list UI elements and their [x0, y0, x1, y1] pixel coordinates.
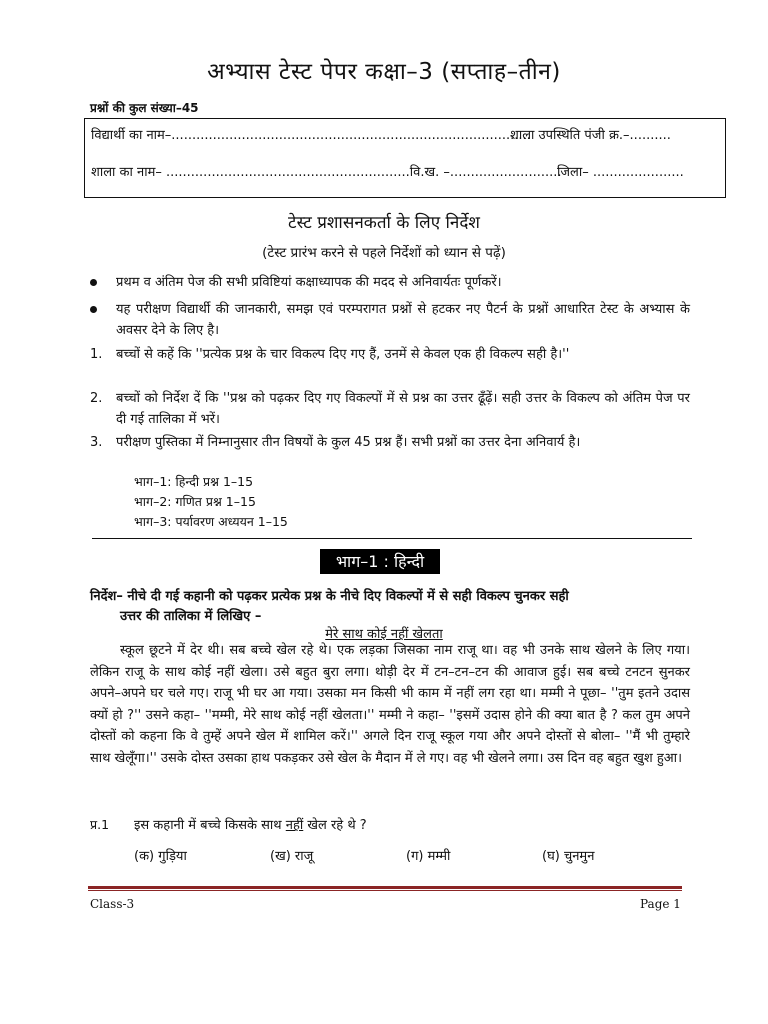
school-name-field[interactable]: शाला का नाम– ...........................................................वि.ख. –...........................	[91, 165, 562, 180]
instruction-text: यह परीक्षण विद्यार्थी की जानकारी, समझ एवं परम्परागत प्रश्नों से हटकर नए पैटर्न के प्रश्नों आधारित टेस्ट के अभ्यास के अवसर देने के लिए है।	[116, 302, 690, 338]
footer-rule-thick	[88, 886, 682, 889]
footer-rule-thin	[88, 890, 682, 891]
student-info-box	[84, 118, 726, 198]
story-title: मेरे साथ कोई नहीं खेलता	[325, 627, 443, 642]
part-maths: भाग–2: गणित प्रश्न 1–15	[134, 494, 256, 509]
footer-page-number: Page 1	[640, 897, 681, 911]
part-hindi: भाग–1: हिन्दी प्रश्न 1–15	[134, 474, 254, 489]
info-row-2-right	[557, 162, 684, 180]
instruction-number: 1.	[90, 347, 103, 362]
bullet-icon	[90, 306, 97, 313]
direction-line-1: निर्देश– नीचे दी गई कहानी को पढ़कर प्रत्येक प्रश्न के नीचे दिए विकल्पों में से सही विकल्प चुनकर सही	[90, 589, 569, 604]
instruction-text: प्रथम व अंतिम पेज की सभी प्रविष्टियां कक्षाध्यापक की मदद से अनिवार्यतः पूर्णकरें।	[116, 275, 502, 290]
direction-line-2: उत्तर की तालिका में लिखिए –	[120, 609, 262, 624]
question-emphasis: नहीं	[285, 818, 304, 833]
divider	[92, 538, 692, 539]
page-title: अभ्यास टेस्ट पेपर कक्षा–3 (सप्ताह–तीन)	[207, 59, 561, 85]
instruction-number: 3.	[90, 435, 103, 450]
instruction-text: बच्चों को निर्देश दें कि ''प्रश्न को पढ़कर दिए गए विकल्पों में से प्रश्न का उत्तर ढूँढ़ें। सही उत्तर के विकल्प को अंतिम पेज पर दी गई तालिका में भरें।	[116, 391, 690, 427]
section-label: भाग–1 : हिन्दी	[320, 549, 440, 574]
section-direction	[90, 587, 690, 627]
instruction-text: परीक्षण पुस्तिका में निम्नानुसार तीन विषयों के कुल 45 प्रश्न हैं। सभी प्रश्नों का उत्तर देना अनिवार्य है।	[116, 435, 581, 450]
question-text: इस कहानी में बच्चे किसके साथ नहीं खेल रहे थे ?	[134, 818, 367, 833]
option-b[interactable]: (ख) राजू	[270, 849, 314, 864]
register-number-field[interactable]: शाला उपस्थिति पंजी क्र.–..........	[510, 128, 671, 143]
bullet-icon	[90, 279, 97, 286]
part-evs: भाग–3: पर्यावरण अध्ययन 1–15	[134, 514, 288, 529]
question-count: प्रश्नों की कुल संख्या–45	[90, 101, 199, 115]
footer-class: Class-3	[90, 897, 135, 911]
instruction-text: बच्चों से कहें कि ''प्रत्येक प्रश्न के चार विकल्प दिए गए हैं, उनमें से केवल एक ही विकल्प सही है।''	[116, 347, 570, 362]
info-row-1-right	[510, 125, 671, 143]
story-text: स्कूल छूटने में देर थी। सब बच्चे खेल रहे थे। एक लड़का जिसका नाम राजू था। वह भी उनके साथ खेलने के लिए गया। लेकिन राजू के साथ कोई नहीं खेला। उसे बहुत बुरा लगा। थोड़ी देर में टन–टन–टन की आवाज हुई। सब बच्चे टनटन सुनकर अपने–अपने घर चले गए। राजू भी घर आ गया। उसका मन किसी भी काम में नहीं लग रहा था। मम्मी ने पूछा– ''तुम इतने उदास क्यों हो ?'' उसने कहा– ''मम्मी, मेरे साथ कोई नहीं खेलता।'' मम्मी ने कहा– ''इसमें उदास होने की क्या बात है ? कल तुम अपने दोस्तों को कहना कि वे तुम्हें अपने खेल में शामिल करें।'' अगले दिन राजू स्कूल गया और अपने दोस्तों से बोला– ''मैं भी तुम्हारे साथ खेलूँगा।'' उसके दोस्त उसका हाथ पकड़कर उसे खेल के मैदान में ले गए। वह भी खेलने लगा। उस दिन वह बहुत खुश हुआ।	[90, 643, 690, 766]
info-row-2	[91, 162, 562, 180]
student-name-field[interactable]: विद्यार्थी का नाम–.......................................................................................	[91, 128, 531, 143]
district-field[interactable]: जिला– ......................	[557, 165, 684, 180]
option-c[interactable]: (ग) मम्मी	[406, 849, 451, 864]
info-row-1	[91, 125, 531, 143]
option-a[interactable]: (क) गुड़िया	[134, 849, 187, 864]
instructions-subtitle: (टेस्ट प्रारंभ करने से पहले निर्देशों को ध्यान से पढ़ें)	[262, 245, 506, 261]
instruction-number: 2.	[90, 391, 103, 406]
option-d[interactable]: (घ) चुनमुन	[542, 849, 595, 864]
question-number: प्र.1	[90, 817, 110, 832]
instructions-title: टेस्ट प्रशासनकर्ता के लिए निर्देश	[288, 213, 480, 233]
